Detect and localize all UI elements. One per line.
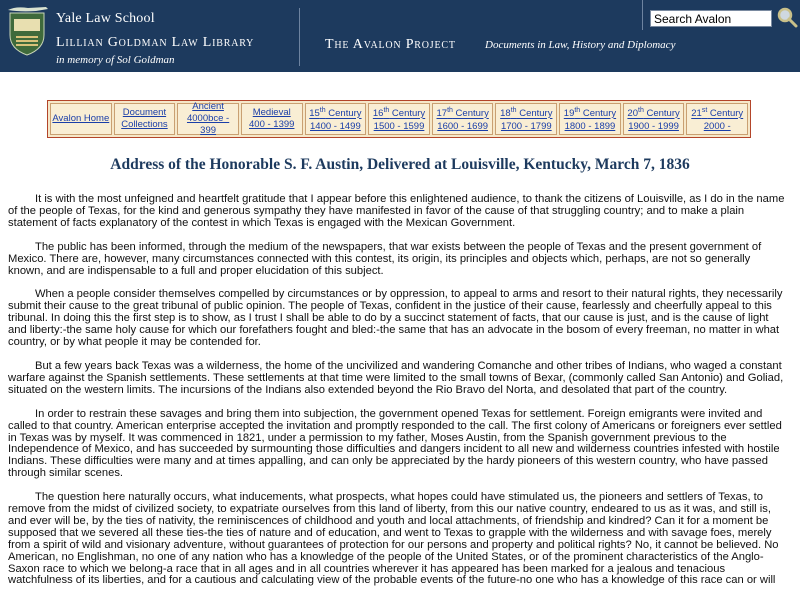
nav-sup: th bbox=[383, 107, 390, 115]
paragraph: But a few years back Texas was a wilderness, the home of the uncivilized and wandering Comanche and other tribes of Indians, who waged a constant warfare against the Spanish settlements. These settlements at that time were limited to the small towns of Bexar, (commonly called San Antonio) and Goliad, situated on the western limits. The incursions of the Indians also extended beyond the Rio Bravo del Norta, and desolated that part of the country. bbox=[8, 359, 784, 396]
nav-sublabel: Collections bbox=[121, 119, 168, 130]
nav-18th-century[interactable] bbox=[495, 103, 557, 135]
nav-avalon-home[interactable] bbox=[50, 103, 112, 135]
nav-sublabel: 1900 - 1999 bbox=[628, 120, 679, 132]
nav-sup: st bbox=[701, 107, 708, 115]
project-title[interactable]: The Avalon Project bbox=[325, 37, 456, 52]
nav-sublabel: 400 - 1399 bbox=[249, 119, 295, 130]
search-magnifier-icon[interactable] bbox=[776, 6, 798, 28]
nav-medieval[interactable] bbox=[241, 103, 303, 135]
nav-label: Century bbox=[325, 108, 362, 120]
nav-16th-century[interactable] bbox=[368, 103, 430, 135]
nav-15th-century[interactable] bbox=[305, 103, 367, 135]
nav-label: Document bbox=[122, 107, 167, 118]
nav-sublabel: 1800 - 1899 bbox=[564, 120, 616, 132]
school-name[interactable]: Yale Law School bbox=[56, 11, 155, 26]
nav-label: Century bbox=[452, 108, 489, 120]
project-subtitle: Documents in Law, History and Diplomacy bbox=[485, 39, 676, 51]
nav-num: 20 bbox=[627, 108, 638, 120]
nav-sup: th bbox=[638, 107, 644, 115]
nav-num: 16 bbox=[372, 108, 384, 120]
nav-num: 21 bbox=[691, 108, 702, 120]
nav-sup: th bbox=[510, 107, 517, 115]
nav-ancient[interactable] bbox=[177, 103, 239, 135]
nav-document-collections[interactable] bbox=[114, 103, 176, 135]
nav-num: 17 bbox=[436, 108, 448, 120]
nav-label: Ancient bbox=[192, 101, 224, 112]
header-divider bbox=[299, 8, 300, 66]
library-name[interactable]: Lillian Goldman Law Library bbox=[56, 35, 255, 50]
yale-shield-icon bbox=[8, 11, 46, 57]
paragraph: The public has been informed, through the medium of the newspapers, that war exists between the people of Texas and the present government of Mexico. There are, however, many circumstances connected with this contest, its origin, its principles and objects which, perhaps, are not so generally known, and are indispensable to a full and proper elucidation of this subject. bbox=[8, 240, 762, 277]
nav-label: Century bbox=[580, 108, 617, 120]
site-header bbox=[0, 0, 800, 72]
nav-sublabel: 1400 - 1499 bbox=[310, 120, 361, 132]
search-divider bbox=[642, 0, 643, 30]
paragraph: The question here naturally occurs, what inducements, what prospects, what hopes could have stimulated us, the pioneers and settlers of Texas, to remove from the midst of civilized society, to expatriate ourselves from this land of liberty, from this our native country, endeared to us as it was, and still is, and ever will be, by the ties of nativity, the reminiscences of childhood and youth and local attachments, of friendship and kindred? Can it for a moment be supposed that we severed all these ties-the ties of nature and of education, and went to Texas to grapple with the wilderness and with savage foes, merely from a spirit of wild and visionary adventure, without guarantees of protection for our persons and property and political rights? No, it cannot be believed. No American, no Englishman, no one of any nation who has a knowledge of the people of the United States, or of the prominent characteristics of the Anglo-Saxon race to which we belong-a race that in all ages and in all countries wherever it has appeared has been marked for a jealous and tenacious watchfulness of its liberties, and for a cautious and calculating view of the probable events of the future-no one who has a knowledge of this race can or will bbox=[8, 491, 779, 587]
paragraph: When a people consider themselves compelled by circumstances or by oppression, to appeal to arms and resort to their natural rights, they necessarily submit their cause to the great tribunal of public opinion. The people of Texas, confident in the justice of their cause, fearlessly and cheerfully appeal to this tribunal. In doing this the first step is to show, as I trust I shall be able to do by a succinct statement of facts, that our cause is just, and is the cause of light and liberty:-the same holy cause for which our forefathers fought and bled:-the same that has an advocate in the bosom of every freeman, no matter in what country, or by what people it may be contended for. bbox=[8, 288, 783, 349]
nav-21st-century[interactable] bbox=[686, 103, 748, 135]
nav-num: 15 bbox=[309, 108, 320, 120]
nav-sublabel: 1500 - 1599 bbox=[373, 120, 425, 132]
nav-num: 18 bbox=[500, 108, 511, 120]
century-nav bbox=[47, 100, 751, 138]
nav-19th-century[interactable] bbox=[559, 103, 621, 135]
nav-sublabel: 1700 - 1799 bbox=[500, 120, 552, 132]
document-body bbox=[8, 194, 785, 599]
nav-sup: th bbox=[574, 107, 581, 115]
search-input[interactable]: Search Avalon bbox=[650, 10, 772, 27]
document-title: Address of the Honorable S. F. Austin, Delivered at Louisville, Kentucky, March 7, 1836 bbox=[110, 156, 690, 173]
paragraph: In order to restrain these savages and bring them into subjection, the government opened Texas for settlement. Foreign emigrants were invited and called to that country. American enterprise accepted the invitation and promptly responded to the call. The first colony of Americans or foreigners ever settled in Texas was by myself. It was commenced in 1821, under a permission to my father, Moses Austin, from the Spanish government previous to the Independence of Mexico, and has succeeded by surmounting those difficulties and dangers incident to all new and wilderness countries infested with hostile Indians. These difficulties were many and at times appalling, and can only be appreciated by the hardy pioneers of this western country, who have passed through similar scenes. bbox=[8, 407, 782, 480]
nav-label: Medieval bbox=[252, 107, 291, 118]
nav-label: Century bbox=[643, 108, 680, 120]
nav-sublabel: 2000 - bbox=[703, 120, 731, 132]
paragraph: It is with the most unfeigned and heartfelt gratitude that I appear before this enlightened audience, to thank the citizens of Louisville, as I do in the name of the people of Texas, for the kind and generous sympathy they have manifested in favor of the cause of that struggling country; and to make a plain statement of facts explanatory of the contest in which Texas is engaged with the Mexican Government. bbox=[8, 193, 785, 229]
nav-label: Century bbox=[516, 108, 553, 120]
nav-sup: th bbox=[447, 107, 453, 115]
nav-sublabel: 1600 - 1699 bbox=[437, 120, 489, 132]
nav-label: Century bbox=[389, 108, 426, 120]
nav-label: Century bbox=[707, 108, 744, 120]
nav-20th-century[interactable] bbox=[623, 103, 685, 135]
nav-label: Avalon Home bbox=[52, 113, 110, 124]
nav-17th-century[interactable] bbox=[432, 103, 494, 135]
nav-num: 19 bbox=[563, 108, 575, 120]
memory-line: in memory of Sol Goldman bbox=[56, 54, 175, 66]
nav-sup: th bbox=[319, 107, 326, 115]
nav-sublabel: 4000bce - 399 bbox=[186, 113, 230, 136]
